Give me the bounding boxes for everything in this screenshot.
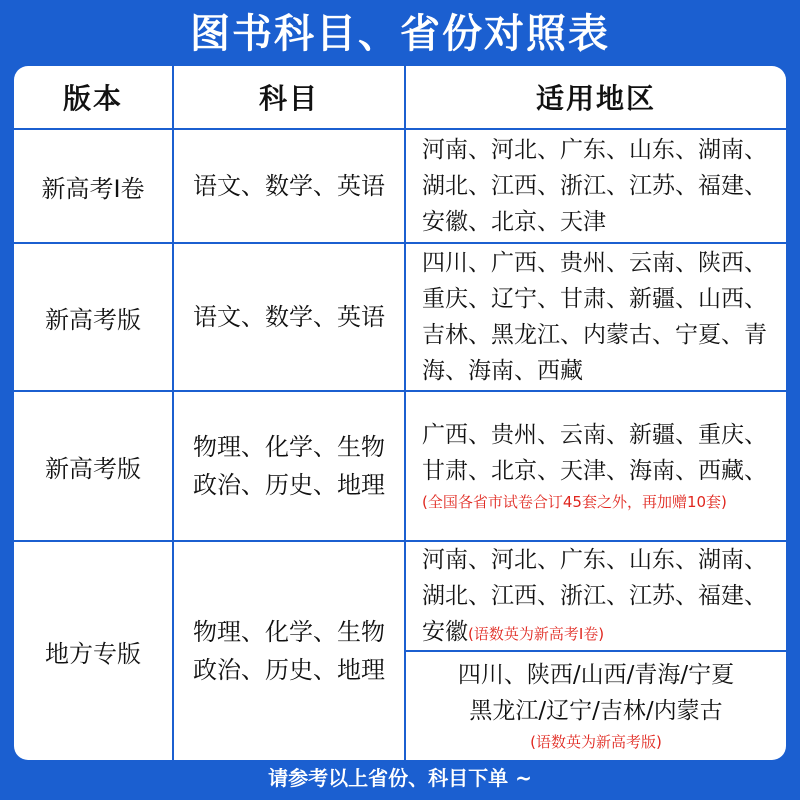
row-4-regions-bottom-line-1: 四川、陕西/山西/青海/宁夏 xyxy=(457,662,735,688)
header-subjects: 科目 xyxy=(174,66,406,130)
row-3-subjects-line-2: 政治、历史、地理 xyxy=(193,471,385,499)
comparison-table xyxy=(14,66,786,760)
row-2-subjects xyxy=(174,244,406,392)
footer-note: 请参考以上省份、科目下单 ~ xyxy=(268,766,532,790)
row-2-edition: 新高考版 xyxy=(14,244,174,392)
row-2-regions xyxy=(406,244,786,392)
row-4-regions-top xyxy=(406,542,786,652)
header-edition: 版本 xyxy=(14,66,174,130)
row-3-edition: 新高考版 xyxy=(14,392,174,542)
row-4-regions-bottom-line-2: 黑龙江/辽宁/吉林/内蒙古 xyxy=(469,698,723,724)
row-4-subjects-line-2: 政治、历史、地理 xyxy=(193,656,385,684)
row-1-subjects-line-1: 语文、数学、英语 xyxy=(193,172,385,200)
row-4-note-bottom: (语数英为新高考版) xyxy=(530,733,662,751)
row-1-regions-text: 河南、河北、广东、山东、湖南、湖北、江西、浙江、江苏、福建、安徽、北京、天津 xyxy=(422,137,767,235)
row-4-note-top: (语数英为新高考Ⅰ卷) xyxy=(468,625,605,643)
row-3-regions xyxy=(406,392,786,542)
row-4-subjects-line-1: 物理、化学、生物 xyxy=(193,618,385,646)
row-3-subjects-line-1: 物理、化学、生物 xyxy=(193,433,385,461)
row-1-regions xyxy=(406,130,786,244)
row-3-regions-text: 广西、贵州、云南、新疆、重庆、甘肃、北京、天津、海南、西藏、 xyxy=(422,422,767,484)
row-4-subjects xyxy=(174,542,406,760)
page-title: 图书科目、省份对照表 xyxy=(190,11,610,57)
row-2-regions-text: 四川、广西、贵州、云南、陕西、重庆、辽宁、甘肃、新疆、山西、吉林、黑龙江、内蒙古、宁夏、青海、海南、西藏 xyxy=(422,250,767,384)
header-regions: 适用地区 xyxy=(406,66,786,130)
row-4-regions-bottom xyxy=(406,652,786,760)
row-1-subjects xyxy=(174,130,406,244)
row-3-subjects xyxy=(174,392,406,542)
row-3-note: (全国各省市试卷合订45套之外，再加赠10套) xyxy=(422,493,727,511)
row-2-subjects-line-1: 语文、数学、英语 xyxy=(193,303,385,331)
row-4-regions xyxy=(406,542,786,760)
comparison-table-card xyxy=(14,66,786,760)
row-4-regions-top-text: 河南、河北、广东、山东、湖南、湖北、江西、浙江、江苏、福建、安徽 xyxy=(422,547,767,645)
row-1-edition: 新高考Ⅰ卷 xyxy=(14,130,174,244)
row-4-edition: 地方专版 xyxy=(14,542,174,760)
